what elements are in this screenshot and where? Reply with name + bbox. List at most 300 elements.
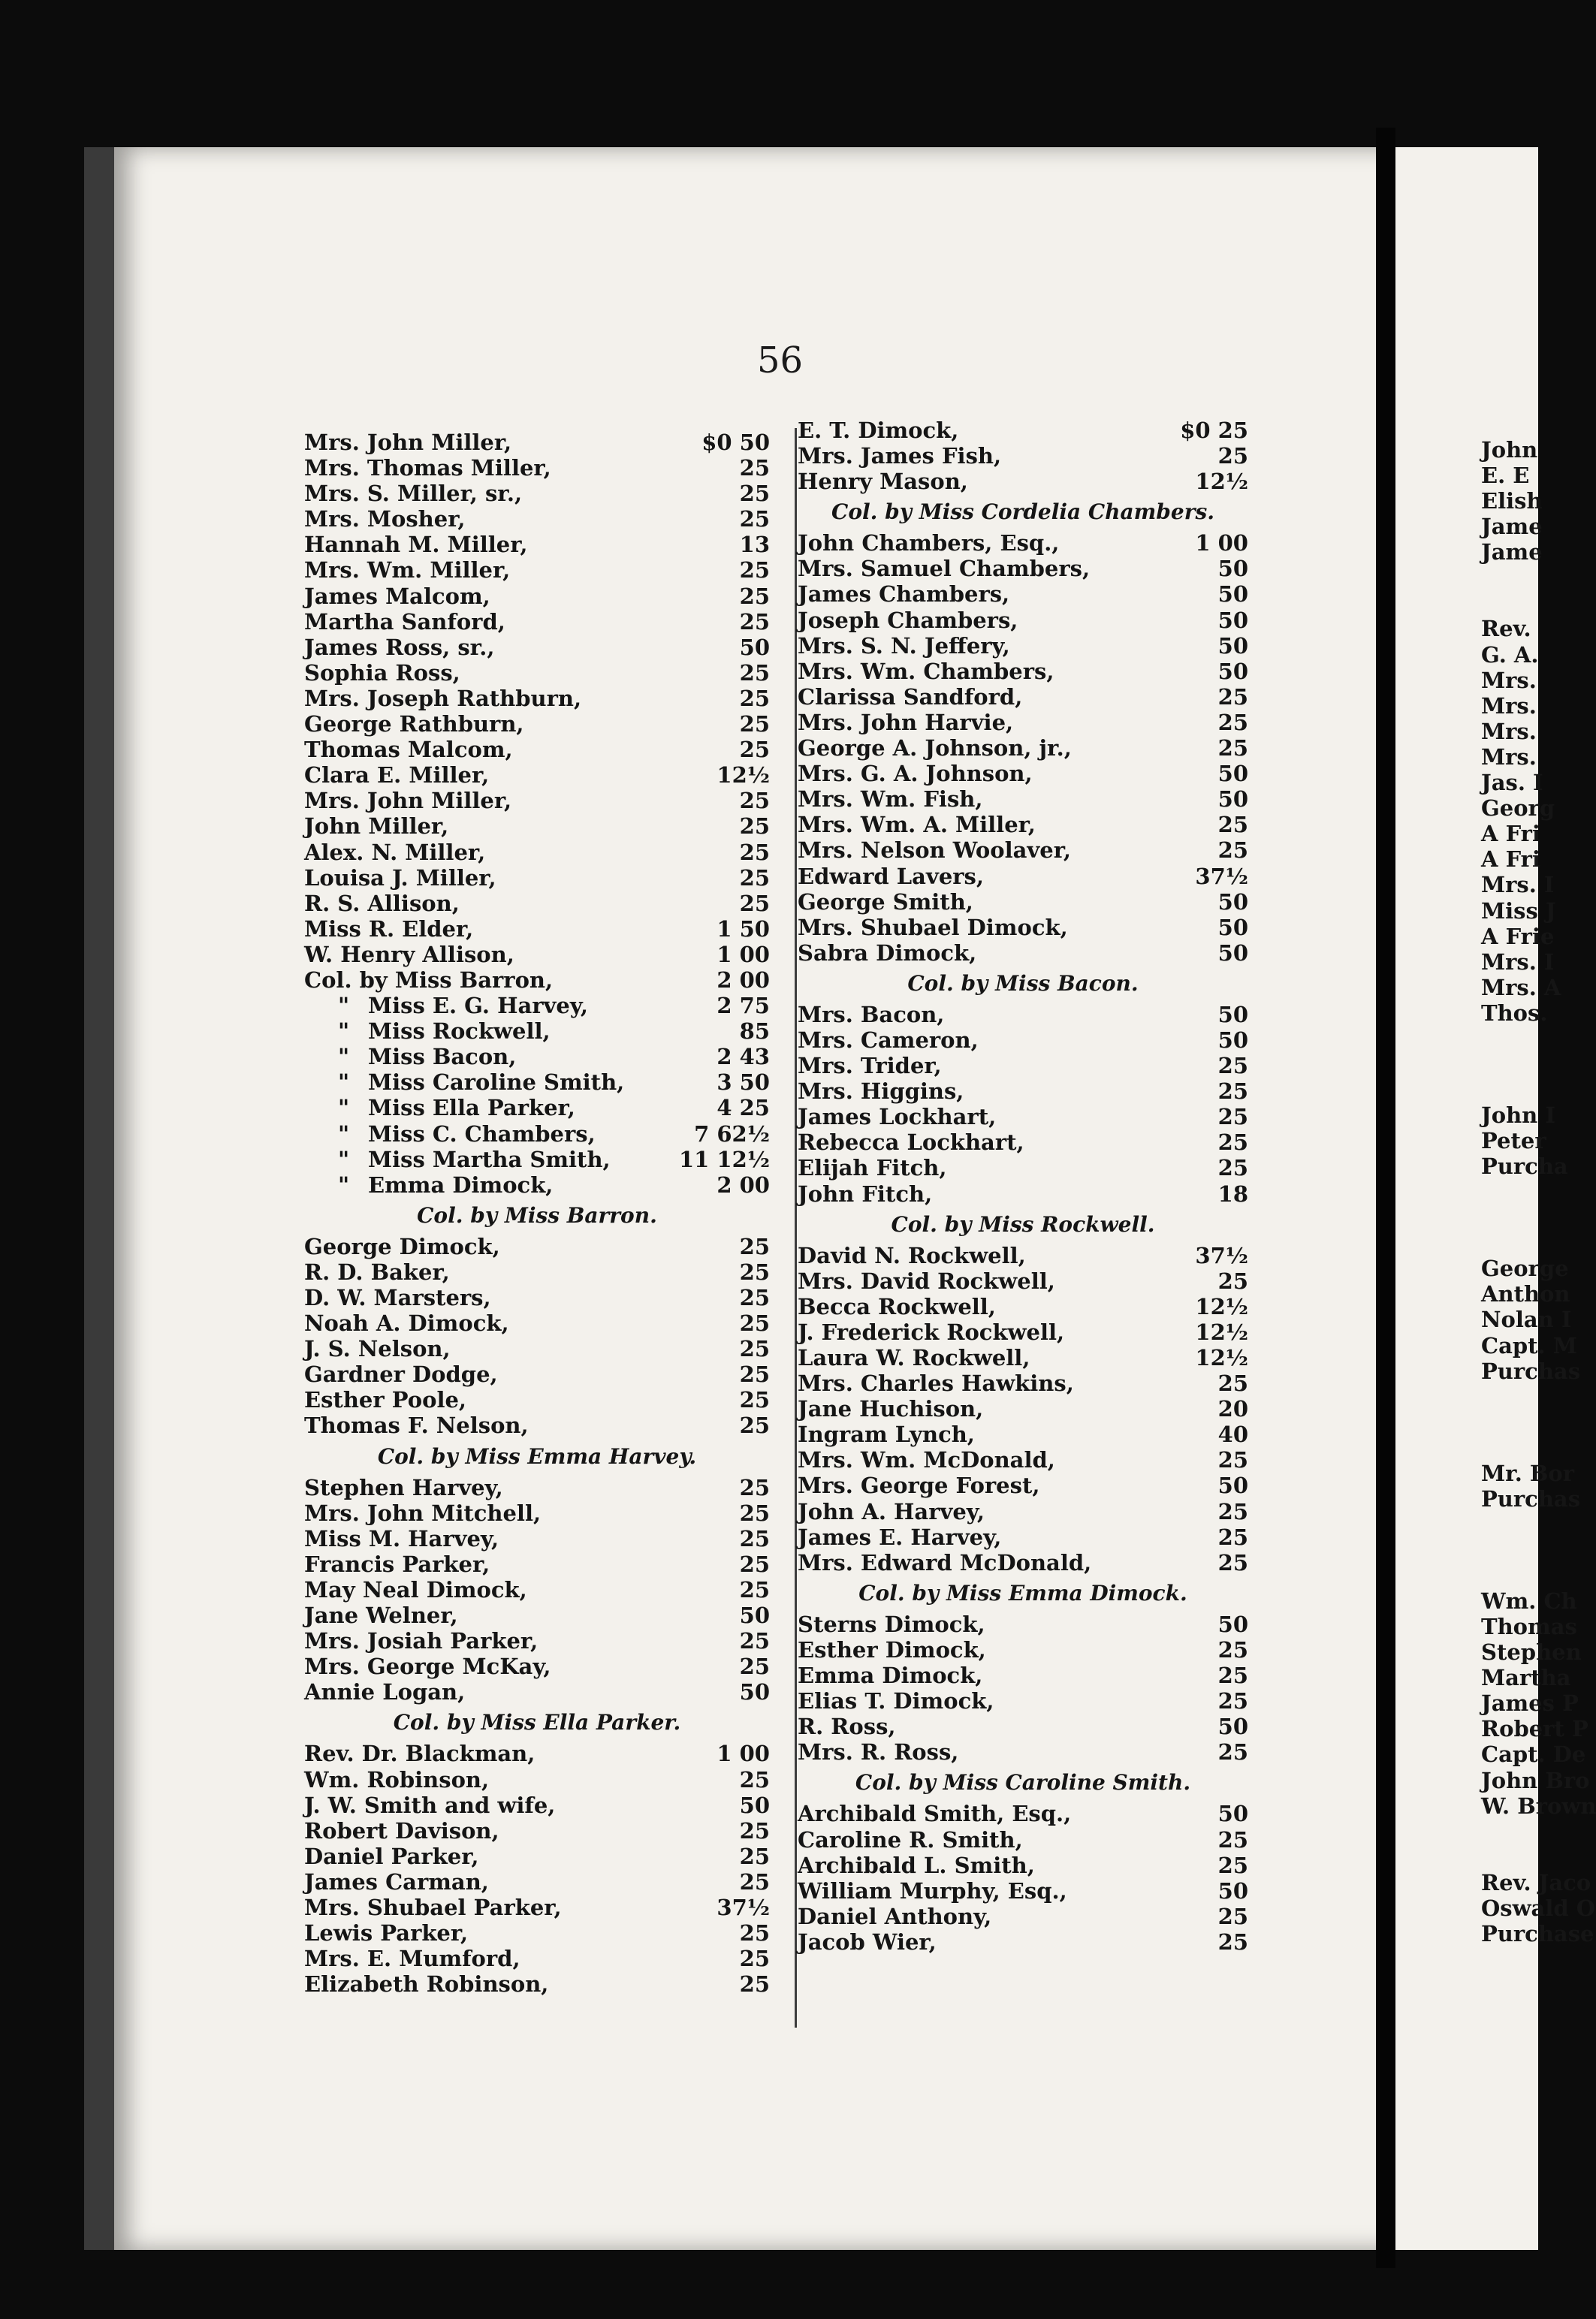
subscriber-name: Martha Sanford, (304, 608, 505, 635)
subscriber-row (798, 1904, 1248, 1929)
ditto-mark: " (338, 1120, 350, 1147)
subscriber-name: Annie Logan, (304, 1679, 466, 1705)
subscriber-row (304, 891, 770, 916)
subscription-amount: 2 75 (717, 993, 770, 1019)
subscriber-name: Miss Rockwell, (368, 1018, 551, 1045)
subscriber-row (304, 1259, 770, 1285)
subscriber-name: Nolan I (1481, 1307, 1572, 1333)
subscriber-row (798, 1268, 1248, 1294)
subscriber-name: Daniel Parker, (304, 1843, 479, 1869)
subscriber-name: Hannah M. Miller, (304, 532, 528, 558)
subscription-amount: 25 (739, 1920, 770, 1947)
subscriber-row (304, 916, 770, 942)
subscriber-name: Miss Caroline Smith, (368, 1069, 625, 1096)
subscriber-name: A Frie (1481, 923, 1555, 949)
subscriber-row (304, 1069, 770, 1095)
subscription-amount: 37½ (717, 1894, 770, 1920)
subscriber-row (798, 1129, 1248, 1155)
subscriber-row (798, 1853, 1248, 1878)
subscription-column-left (304, 430, 770, 1997)
subscriber-row (304, 532, 770, 557)
subscriber-name: Mrs. A (1481, 974, 1561, 1000)
subscription-amount: 20 (1217, 1396, 1248, 1422)
subscriber-name: Elish (1481, 488, 1543, 514)
subscriber-row (1481, 1614, 1577, 1639)
subscriber-name: Mrs. Trider, (798, 1053, 942, 1079)
subscriber-name: Joseph Chambers, (798, 607, 1018, 633)
collector-heading: Col. by Miss Bacon. (907, 970, 1139, 996)
subscriber-name: Mrs. Shubael Parker, (304, 1894, 562, 1920)
subscription-amount: 50 (1217, 607, 1248, 633)
subscriber-name: Mrs. (1481, 718, 1537, 744)
subscriber-name: John Miller, (304, 813, 449, 840)
subscriber-row (798, 684, 1248, 710)
ditto-mark: " (338, 1069, 350, 1096)
subscriber-row (798, 1002, 1248, 1027)
subscriber-name: Ingram Lynch, (798, 1422, 975, 1448)
collector-heading: Col. by Miss Emma Dimock. (858, 1580, 1187, 1606)
subscriber-row (798, 1550, 1248, 1576)
subscription-amount: 50 (1217, 556, 1248, 582)
subscriber-row (304, 840, 770, 865)
ditto-mark: " (338, 1018, 350, 1045)
subscriber-row (1481, 846, 1549, 872)
subscriber-name: Jame (1481, 539, 1543, 565)
subscription-amount: 25 (1217, 1371, 1248, 1397)
subscription-amount: 50 (1217, 632, 1248, 659)
subscriber-row (798, 812, 1248, 837)
subscriber-row (1481, 1793, 1596, 1819)
subscriber-row (798, 735, 1248, 761)
subscriber-row (1481, 974, 1561, 1000)
subscriber-row (798, 1688, 1248, 1714)
subscription-amount: 25 (739, 1654, 770, 1680)
subscriber-row (304, 1946, 770, 1971)
subscriber-row (304, 711, 770, 737)
subscription-amount: 25 (1217, 1903, 1248, 1929)
subscriber-name: Mrs. (1481, 667, 1537, 693)
subscriber-row (304, 1336, 770, 1362)
subscriber-name: Stephen (1481, 1639, 1582, 1666)
subscriber-row (304, 1147, 770, 1172)
subscriber-name: John I (1481, 1102, 1555, 1128)
subscriber-row (304, 1095, 770, 1120)
subscription-amount: 25 (1217, 1928, 1248, 1955)
ditto-mark: " (338, 1095, 350, 1121)
subscriber-name: R. Ross, (798, 1714, 896, 1740)
subscription-amount: 25 (739, 1413, 770, 1439)
subscriber-row (798, 1801, 1248, 1826)
subscriber-name: Mrs. Edward McDonald, (798, 1549, 1092, 1576)
subscriber-name: Gardner Dodge, (304, 1362, 498, 1388)
blank-line (1481, 1512, 1549, 1537)
subscriber-name: Purchas (1481, 1358, 1581, 1384)
blank-line (1481, 1179, 1549, 1205)
subscriber-row (304, 1844, 770, 1869)
subscription-amount: 25 (1217, 1053, 1248, 1079)
subscriber-row (304, 1121, 770, 1147)
subscriber-name: James E. Harvey, (798, 1524, 1002, 1550)
subscription-amount: 50 (739, 1603, 770, 1629)
subscriber-name: George Smith, (798, 888, 973, 915)
subscriber-row (304, 788, 770, 813)
subscription-amount: 25 (1217, 683, 1248, 710)
subscriber-row (1481, 897, 1556, 924)
subscriber-name: Mrs. Wm. Miller, (304, 557, 511, 584)
subscription-amount: 3 50 (717, 1069, 770, 1096)
subscriber-row (1481, 1639, 1582, 1666)
subscription-amount: 50 (739, 1792, 770, 1818)
subscriber-row (798, 659, 1248, 684)
subscriber-name: Oswald O (1481, 1895, 1595, 1921)
subscriber-name: Elias T. Dimock, (798, 1688, 994, 1714)
subscription-amount: 50 (1217, 914, 1248, 940)
subscriber-row (798, 1345, 1248, 1371)
subscription-amount: 25 (1217, 1078, 1248, 1105)
subscription-amount: 25 (739, 1576, 770, 1603)
subscriber-row (1481, 642, 1549, 668)
blank-line (1481, 1205, 1549, 1230)
subscription-amount: 50 (1217, 939, 1248, 966)
subscriber-name: Francis Parker, (304, 1551, 490, 1577)
subscriber-name: James Carman, (304, 1868, 489, 1895)
subscriber-name: Purcha (1481, 1153, 1568, 1180)
subscriber-name: George Dimock, (304, 1233, 500, 1259)
subscription-amount: 50 (739, 634, 770, 660)
subscriber-name: Esther Poole, (304, 1387, 467, 1413)
subscriber-name: Edward Lavers, (798, 863, 984, 889)
subscription-amount: 25 (739, 506, 770, 532)
subscriber-name: Mrs. George Forest, (798, 1473, 1040, 1499)
subscriber-name: James P (1481, 1690, 1579, 1717)
blank-line (1481, 1563, 1549, 1588)
subscription-amount: 25 (1217, 1498, 1248, 1524)
subscriber-name: Jacob Wier, (798, 1928, 937, 1955)
subscriber-row (798, 837, 1248, 863)
subscriber-name: Noah A. Dimock, (304, 1310, 509, 1337)
subscriber-name: Wm. Ch (1481, 1588, 1577, 1614)
subscriber-row (304, 1172, 770, 1198)
subscription-amount: 25 (739, 1500, 770, 1526)
subscriber-row (304, 1577, 770, 1603)
subscriber-name: George A. Johnson, jr., (798, 735, 1072, 761)
subscription-amount: 25 (739, 1946, 770, 1972)
subscription-amount: 25 (739, 1474, 770, 1500)
subscriber-row (1481, 795, 1555, 822)
subscription-amount: 25 (739, 1233, 770, 1259)
subscription-amount: 50 (1217, 888, 1248, 915)
subscription-amount: 25 (1217, 1663, 1248, 1689)
subscriber-name: J. S. Nelson, (304, 1336, 451, 1362)
subscriber-row (1481, 463, 1549, 488)
subscriber-row (304, 1234, 770, 1259)
subscriber-row (1481, 1460, 1575, 1486)
subscriber-row (304, 1018, 770, 1044)
subscriber-name: Daniel Anthony, (798, 1903, 992, 1929)
subscription-amount: 1 00 (717, 1741, 770, 1767)
subscriber-row (1481, 668, 1549, 693)
subscription-amount: 37½ (1195, 863, 1248, 889)
subscription-amount: 25 (1217, 735, 1248, 761)
subscriber-name: John Chambers, Esq., (798, 530, 1060, 556)
subscriber-row (798, 1739, 1248, 1765)
subscriber-name: George Rathburn, (304, 711, 524, 737)
subscriber-row (798, 1612, 1248, 1637)
subscriber-row (798, 889, 1248, 915)
subscriber-row (798, 1473, 1248, 1498)
subscription-amount: 25 (1217, 837, 1248, 864)
subscriber-name: Mrs. E. Mumford, (304, 1946, 520, 1972)
subscriber-name: Becca Rockwell, (798, 1293, 996, 1319)
subscription-amount: 25 (739, 1817, 770, 1844)
subscriber-row (1481, 948, 1555, 975)
subscriber-name: Mrs. John Miller, (304, 430, 512, 455)
subscriber-name: Elizabeth Robinson, (304, 1971, 549, 1998)
subscriber-row (1481, 539, 1549, 565)
subscriber-row (798, 1027, 1248, 1053)
subscriber-row (304, 1895, 770, 1920)
subscriber-name: Caroline R. Smith, (798, 1826, 1023, 1853)
subscription-amount: 50 (1217, 581, 1248, 608)
ditto-mark: " (338, 1044, 350, 1070)
subscriber-name: Mrs. Thomas Miller, (304, 455, 551, 481)
subscriber-row (798, 1499, 1248, 1524)
subscriber-row (304, 737, 770, 762)
subscriber-row (798, 1104, 1248, 1129)
subscription-amount: 50 (1217, 1714, 1248, 1740)
subscriber-row (798, 556, 1248, 581)
subscriber-name: Archibald Smith, Esq., (798, 1801, 1072, 1827)
subscription-amount: 25 (1217, 1852, 1248, 1878)
subscriber-row (798, 418, 1248, 443)
subscriber-name: Peter (1481, 1128, 1546, 1154)
subscription-amount: 50 (1217, 1001, 1248, 1027)
subscription-amount: 4 25 (717, 1095, 770, 1121)
subscriber-name: Mrs. R. Ross, (798, 1739, 959, 1766)
subscription-amount: 13 (739, 532, 770, 558)
subscriber-name: A Fri (1481, 846, 1540, 873)
subscriber-row (798, 1243, 1248, 1268)
subscriber-row (798, 633, 1248, 659)
subscriber-row (304, 1413, 770, 1438)
subscriber-row (1481, 770, 1549, 795)
subscription-amount: 25 (739, 1362, 770, 1388)
subscriber-name: James Malcom, (304, 583, 490, 609)
subscription-amount: 40 (1217, 1422, 1248, 1448)
subscriber-row (798, 710, 1248, 735)
subscription-amount: 25 (1217, 812, 1248, 838)
subscriber-name: D. W. Marsters, (304, 1285, 491, 1310)
subscriber-row (304, 1526, 770, 1552)
subscriber-name: Archibald L. Smith, (798, 1852, 1035, 1878)
subscriber-name: Mrs. S. N. Jeffery, (798, 632, 1010, 659)
subscription-amount: 1 00 (717, 941, 770, 967)
collector-heading: Col. by Miss Emma Harvey. (377, 1443, 697, 1469)
subscription-amount: 2 00 (717, 1172, 770, 1198)
ditto-mark: " (338, 993, 350, 1019)
subscription-amount: 25 (739, 1259, 770, 1285)
subscriber-row (798, 1396, 1248, 1422)
subscriber-name: Thomas Malcom, (304, 737, 513, 763)
subscription-amount: 11 12½ (678, 1146, 770, 1172)
subscriber-row (1481, 1869, 1591, 1895)
subscriber-row (1481, 1920, 1594, 1947)
subscription-amount: 50 (1217, 1801, 1248, 1827)
subscriber-row (798, 581, 1248, 607)
subscriber-row (798, 530, 1248, 556)
subscriber-name: Mrs. Higgins, (798, 1078, 964, 1105)
subscription-amount: 25 (739, 788, 770, 814)
subscription-amount: 50 (739, 1679, 770, 1705)
collector-heading: Col. by Miss Ella Parker. (393, 1710, 681, 1735)
subscriber-name: Mrs. John Mitchell, (304, 1500, 542, 1526)
subscriber-name: Mrs. Wm. Chambers, (798, 658, 1054, 684)
subscriber-row (798, 1155, 1248, 1181)
subscription-amount: 25 (1217, 1129, 1248, 1156)
subscriber-name: Miss C. Chambers, (368, 1120, 596, 1147)
subscriber-name: James Lockhart, (798, 1104, 997, 1130)
subscriber-row (1481, 872, 1555, 898)
subscriber-row (304, 1603, 770, 1628)
subscriber-name: E. T. Dimock, (798, 418, 959, 443)
subscriber-row (304, 993, 770, 1018)
subscriber-row (798, 786, 1248, 812)
subscriber-name: Sophia Ross, (304, 659, 460, 686)
subscriber-name: Anthon (1481, 1281, 1570, 1307)
subscriber-row (304, 686, 770, 711)
subscriber-row (1481, 1358, 1581, 1384)
subscriber-row (304, 813, 770, 839)
subscription-amount: 25 (739, 1868, 770, 1895)
blank-line (1481, 1537, 1549, 1563)
subscriber-name: Mrs. Mosher, (304, 506, 466, 532)
collector-heading: Col. by Miss Cordelia Chambers. (831, 499, 1214, 525)
subscriber-row (1481, 1716, 1588, 1742)
subscriber-name: Clara E. Miller, (304, 762, 490, 789)
subscriber-row (1481, 1102, 1555, 1128)
subscriber-name: Mrs. Nelson Woolaver, (798, 837, 1071, 864)
subscription-amount: $0 50 (701, 430, 770, 455)
subscriber-name: Clarissa Sandford, (798, 683, 1023, 710)
subscriber-row (304, 1920, 770, 1946)
subscriber-name: Thomas F. Nelson, (304, 1413, 529, 1439)
subscription-amount: 12½ (1195, 469, 1248, 495)
ditto-mark: " (338, 1146, 350, 1172)
subscriber-name: Alex. N. Miller, (304, 839, 486, 865)
subscription-amount: 25 (739, 1285, 770, 1310)
subscription-amount: 50 (1217, 786, 1248, 813)
subscriber-row (1481, 923, 1555, 949)
subscriber-row (798, 1524, 1248, 1550)
subscriber-row (304, 1767, 770, 1793)
subscriber-name: Rev. (1481, 616, 1531, 642)
subscriber-row (1481, 1332, 1577, 1359)
subscription-amount: 25 (1217, 1826, 1248, 1853)
subscriber-name: Miss E. G. Harvey, (368, 993, 589, 1019)
subscriber-row (1481, 744, 1549, 770)
subscriber-row (304, 1310, 770, 1336)
subscriber-row (304, 430, 770, 455)
subscription-amount: 25 (739, 864, 770, 891)
subscription-amount: 25 (1217, 1739, 1248, 1766)
subscriber-name: Jane Welner, (304, 1603, 458, 1629)
facing-page-column (1481, 437, 1596, 1947)
subscriber-row (304, 1285, 770, 1310)
subscriber-row (1481, 1153, 1568, 1180)
subscriber-row (798, 761, 1248, 786)
blank-line (1481, 1026, 1549, 1051)
subscriber-name: John A. Harvey, (798, 1498, 985, 1524)
subscriber-row (1481, 1281, 1570, 1307)
subscriber-row (304, 557, 770, 583)
subscriber-name: Mrs. Shubael Dimock, (798, 914, 1068, 940)
subscriber-name: Capt. M (1481, 1332, 1577, 1359)
subscriber-name: G. A. (1481, 641, 1539, 668)
subscriber-name: Jane Huchison, (798, 1396, 984, 1422)
subscriber-name: May Neal Dimock, (304, 1576, 527, 1603)
subscriber-row (798, 940, 1248, 966)
subscription-amount: 25 (739, 1336, 770, 1362)
subscriber-row (1481, 488, 1549, 514)
subscription-amount: 25 (739, 839, 770, 865)
subscriber-row (1481, 1256, 1569, 1282)
subscriber-row (304, 1552, 770, 1577)
subscription-amount: 25 (739, 685, 770, 711)
subscription-amount: 1 00 (1195, 530, 1248, 556)
subscriber-name: Mrs. John Harvie, (798, 709, 1014, 735)
subscription-amount: 25 (1217, 1104, 1248, 1130)
subscriber-name: Rev. Jaco (1481, 1869, 1591, 1895)
subscriber-name: Louisa J. Miller, (304, 864, 496, 891)
subscription-amount: 25 (739, 737, 770, 763)
subscriber-name: J. W. Smith and wife, (304, 1792, 556, 1818)
subscriber-name: Henry Mason, (798, 469, 968, 495)
subscriber-row (1481, 437, 1549, 463)
subscription-amount: 25 (1217, 1688, 1248, 1714)
subscriber-row (798, 1714, 1248, 1739)
subscription-amount: 25 (739, 583, 770, 609)
subscriber-name: William Murphy, Esq., (798, 1877, 1067, 1904)
subscription-amount: 12½ (1195, 1345, 1248, 1371)
subscriber-name: R. S. Allison, (304, 890, 460, 916)
subscriber-name: E. E (1481, 463, 1530, 489)
subscriber-row (1481, 616, 1549, 641)
subscriber-name: Thos. (1481, 1000, 1548, 1026)
page-number: 56 (757, 339, 804, 381)
blank-line (1481, 1844, 1549, 1870)
subscriber-name: Mrs. I (1481, 872, 1555, 898)
subscription-amount: 25 (739, 813, 770, 840)
subscriber-row (798, 1827, 1248, 1853)
subscriber-row (1481, 1767, 1590, 1793)
subscriber-name: David N. Rockwell, (798, 1242, 1026, 1268)
subscriber-row (798, 469, 1248, 494)
subscriber-row (304, 967, 770, 993)
ditto-mark: " (338, 1172, 350, 1198)
subscriber-row (1481, 1307, 1572, 1333)
subscription-amount: 25 (739, 557, 770, 584)
subscriber-name: Miss M. Harvey, (304, 1525, 499, 1552)
subscriber-name: Miss Martha Smith, (368, 1146, 611, 1172)
book-gutter (1376, 128, 1395, 2268)
blank-line (1481, 1077, 1549, 1102)
blank-line (1481, 590, 1549, 616)
subscriber-name: R. D. Baker, (304, 1259, 450, 1285)
subscriber-row (304, 1362, 770, 1387)
subscription-amount: 25 (739, 1843, 770, 1869)
subscriber-name: Miss Bacon, (368, 1044, 517, 1070)
subscriber-name: Mrs. Joseph Rathburn, (304, 685, 582, 711)
